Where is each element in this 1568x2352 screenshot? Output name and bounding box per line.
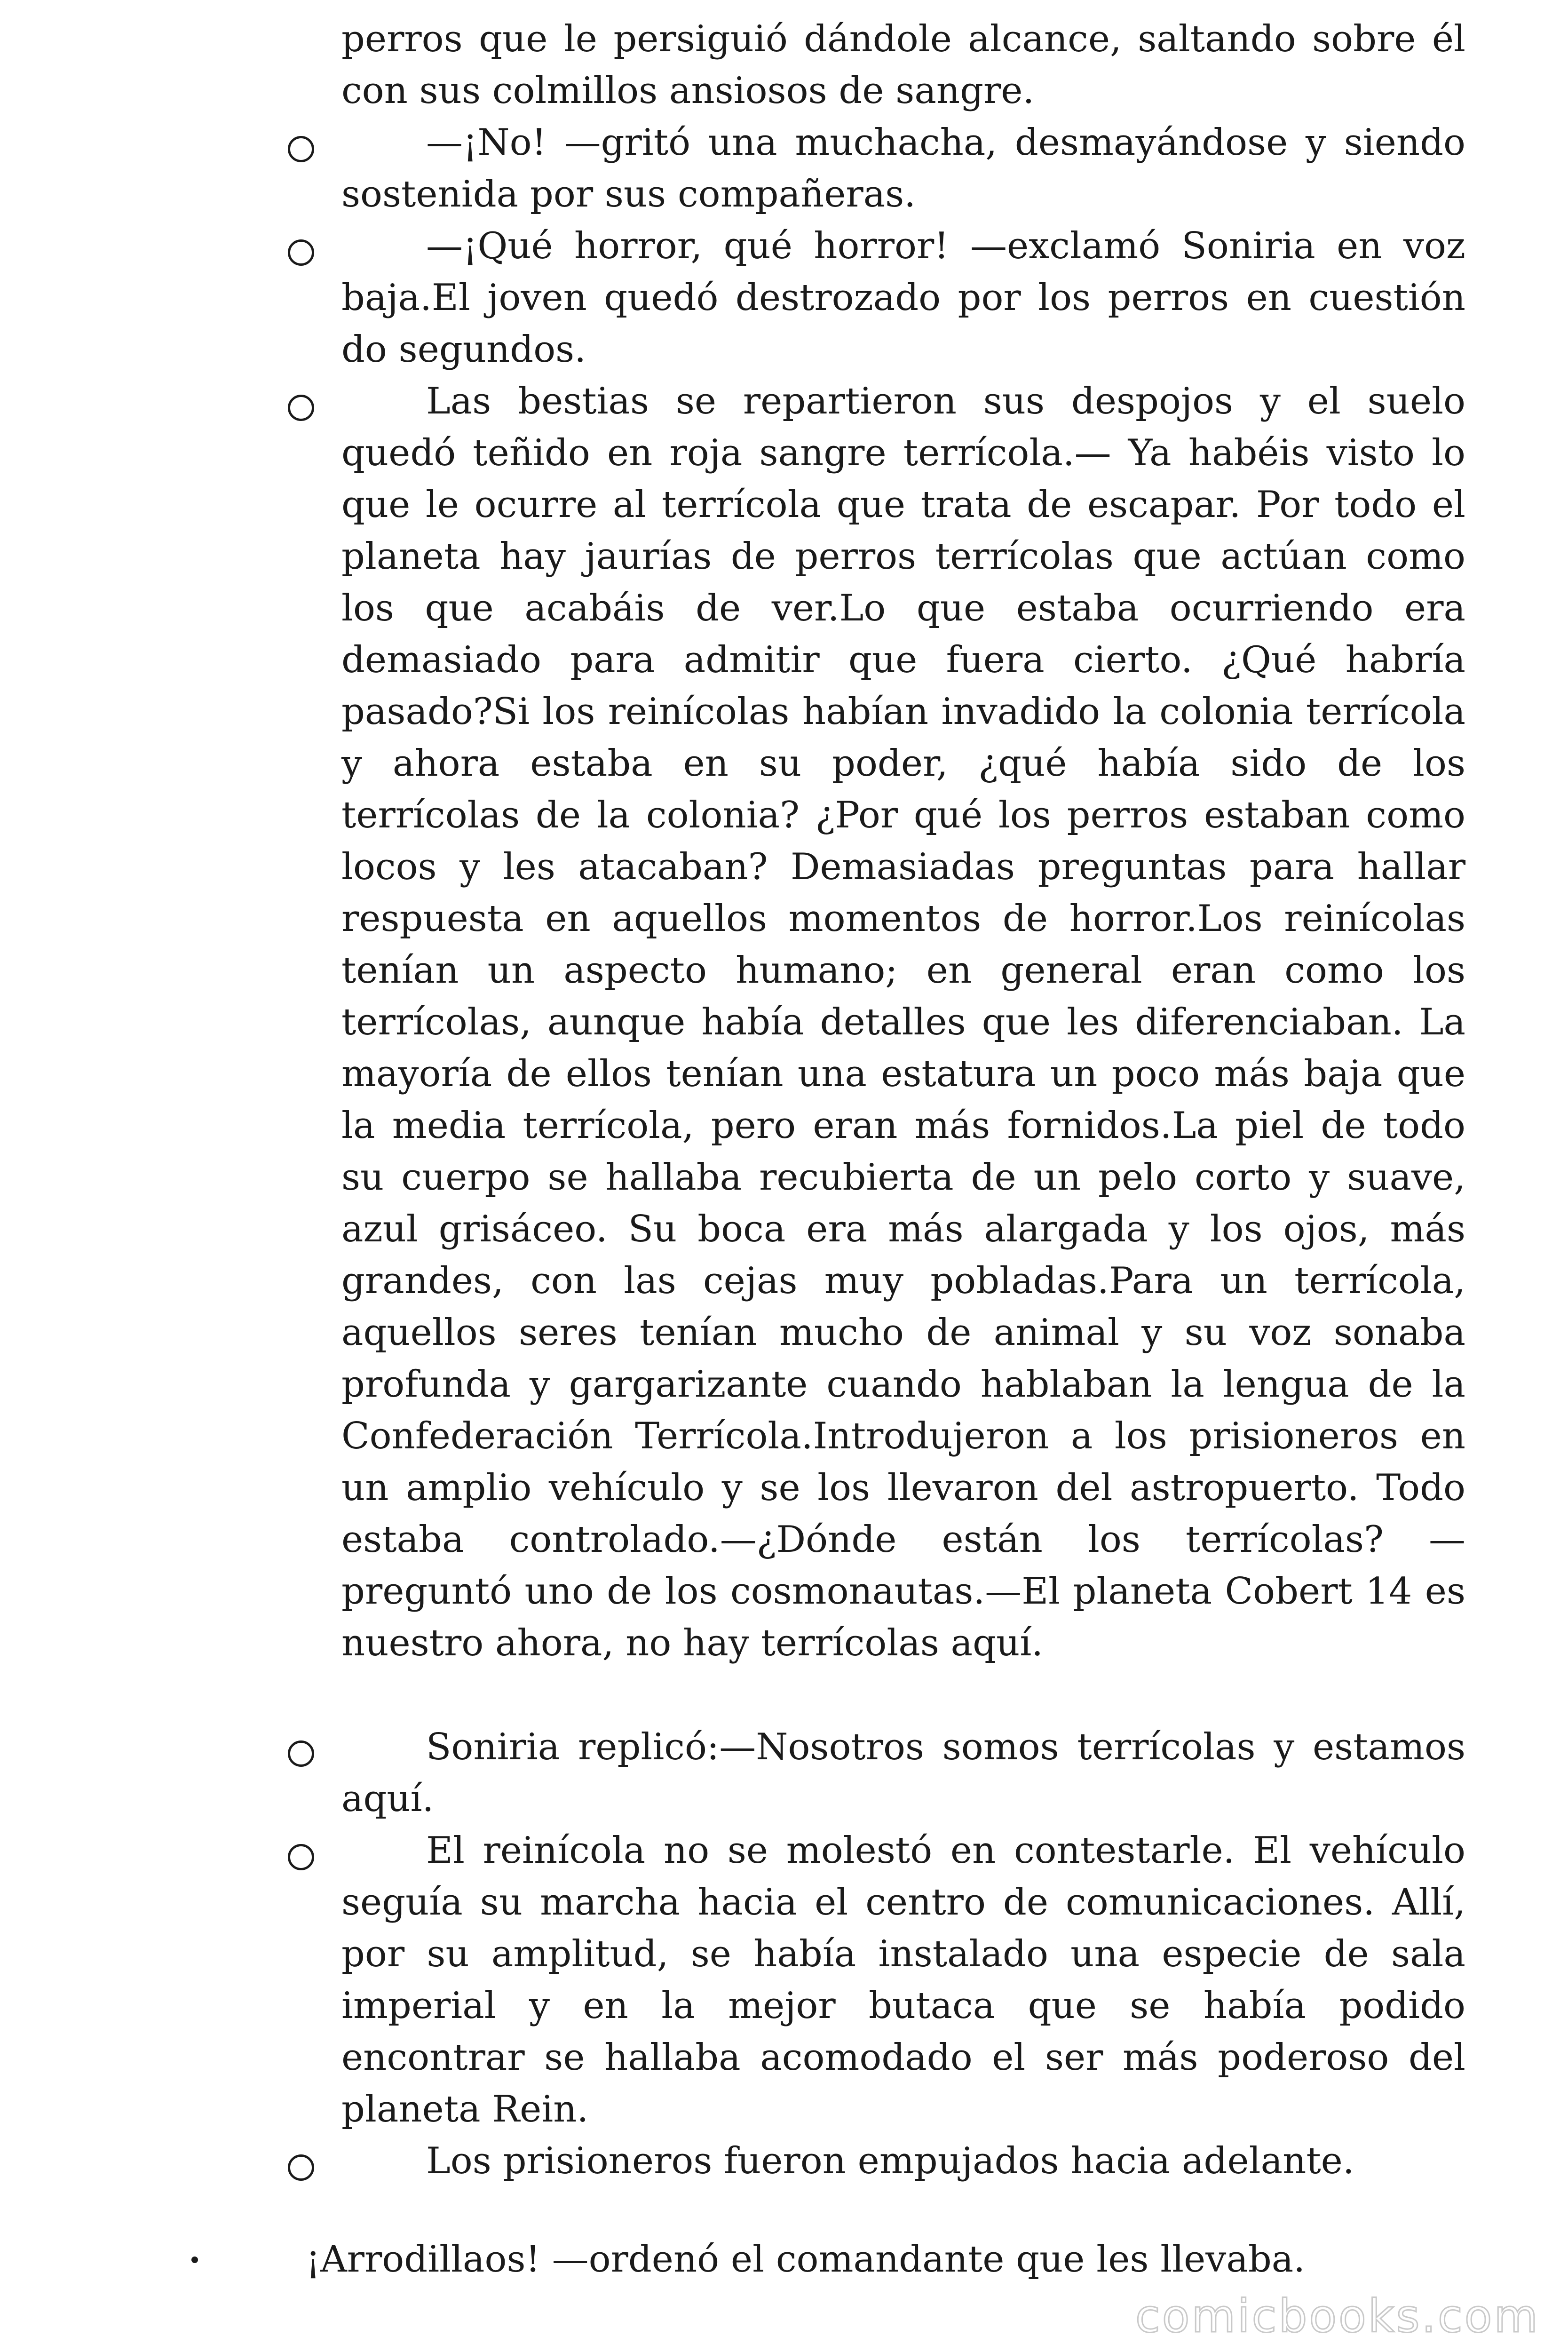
- circle-bullet-icon: [288, 1844, 314, 1870]
- paragraph-continuation: perros que le persiguió dándole alcance, saltando sobre él con sus colmillos ansiosos de sangre.: [341, 18, 1465, 112]
- paragraph-el-reinícola: El reinícola no se molestó en contestarle. El vehículo seguía su marcha hacia el centro de comunicaciones. Allí, por su amplitud, se había instalado una especie de sala imperial y en la mejor butaca que se había podido encontrar se hallaba acomodado el ser más poderoso del planeta Rein.: [341, 1829, 1465, 2130]
- paragraph-los-prisioneros: Los prisioneros fueron empujados hacia adelante.: [426, 2140, 1354, 2182]
- circle-bullet-icon: [288, 1740, 314, 1767]
- circle-bullet-icon: [288, 136, 314, 162]
- dot-bullet-icon: [191, 2257, 198, 2263]
- watermark-text: comicbooks.com: [1135, 2290, 1540, 2343]
- paragraph-arrodillaos: ¡Arrodillaos! —ordenó el comandante que les llevaba.: [306, 2238, 1306, 2280]
- paragraph-no-gritó: —¡No! —gritó una muchacha, desmayándose y siendo sostenida por sus compañeras.: [341, 121, 1465, 215]
- circle-bullet-icon: [288, 239, 314, 266]
- circle-bullet-icon: [288, 2154, 314, 2181]
- paragraph-las-bestias: Las bestias se repartieron sus despojos y el suelo quedó teñido en roja sangre terrícola.— Ya habéis visto lo que le ocurre al terrícola que trata de escapar. Por todo el planeta hay jaurías de perros terrícolas que actúan como los que acabáis de ver.Lo que estaba ocurriendo era demasiado para admitir que fuera cierto. ¿Qué habría pasado?Si los reinícolas habían invadido la colonia terrícola y ahora estaba en su poder, ¿qué había sido de los terrícolas de la colonia? ¿Por qué los perros estaban como locos y les atacaban? Demasiadas preguntas para hallar respuesta en aquellos momentos de horror.Los reinícolas tenían un aspecto humano; en general eran como los terrícolas, aunque había detalles que les diferenciaban. La mayoría de ellos tenían una estatura un poco más baja que la media terrícola, pero eran más fornidos.La piel de todo su cuerpo se hallaba recubierta de un pelo corto y suave, azul grisáceo. Su boca era más alargada y los ojos, más grandes, con las cejas muy pobladas.Para un terrícola, aquellos seres tenían mucho de animal y su voz sonaba profunda y gargarizante cuando hablaban la lengua de la Confederación Terrícola.Introdujeron a los prisioneros en un amplio vehículo y se los llevaron del astropuerto. Todo estaba controlado.—¿Dónde están los terrícolas? —preguntó uno de los cosmonautas.—El planeta Cobert 14 es nuestro ahora, no hay terrícolas aquí.: [341, 380, 1465, 1664]
- paragraph-que-horror: —¡Qué horror, qué horror! —exclamó Soniria en voz baja.El joven quedó destrozado por los perros en cuestión do segundos.: [341, 225, 1465, 371]
- paragraph-soniria-replicó: Soniria replicó:—Nosotros somos terrícolas y estamos aquí.: [341, 1726, 1465, 1820]
- circle-bullet-icon: [288, 395, 314, 421]
